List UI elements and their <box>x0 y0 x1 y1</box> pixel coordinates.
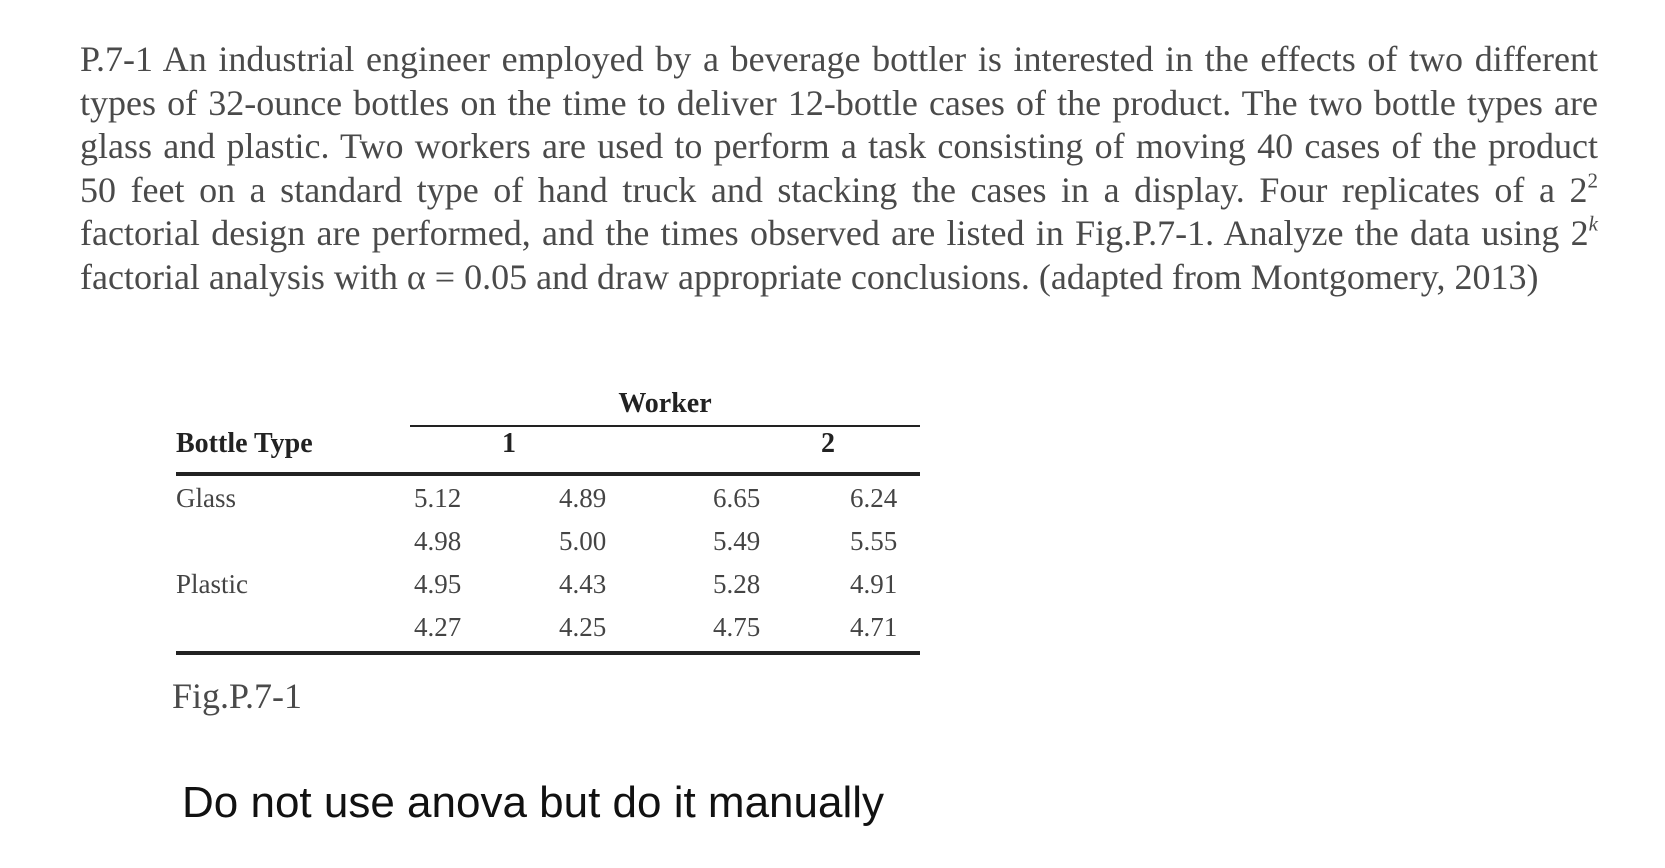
worker-header-rule <box>410 425 920 427</box>
table-cell: 4.71 <box>850 612 898 642</box>
row-label-glass: Glass <box>176 483 236 513</box>
table-cell: 4.27 <box>414 612 462 642</box>
problem-label: P.7-1 <box>80 39 154 79</box>
table-cell: 4.89 <box>559 483 607 513</box>
exponent-2: 2 <box>1587 167 1598 192</box>
table-cell: 4.95 <box>414 569 462 599</box>
problem-statement <box>80 38 1598 299</box>
worker-header: Worker <box>618 388 712 419</box>
row-label-plastic: Plastic <box>176 569 248 599</box>
problem-text-part-2: factorial design are performed, and the times observed are listed in Fig.P.7-1. Analyze the data using 2 <box>80 213 1589 253</box>
table-cell: 4.91 <box>850 569 898 599</box>
table-cell: 4.75 <box>713 612 761 642</box>
header-rule <box>176 472 920 476</box>
table-cell: 5.49 <box>713 526 761 556</box>
instruction-note: Do not use anova but do it manually <box>182 778 885 827</box>
table-cell: 6.65 <box>713 483 761 513</box>
table-cell: 5.12 <box>414 483 462 513</box>
problem-text-part-1: An industrial engineer employed by a beverage bottler is interested in the effects of two different types of 32-ounce bottles on the time to deliver 12-bottle cases of the product. The two bottle types are glass and plastic. Two workers are used to perform a task consisting of moving 40 cases of the product 50 feet on a standard type of hand truck and stacking the cases in a display. Four replicates of a 2 <box>80 39 1598 210</box>
table-cell: 5.00 <box>559 526 607 556</box>
table-cell: 4.98 <box>414 526 462 556</box>
worker-1-header: 1 <box>502 428 516 459</box>
exponent-k: k <box>1588 211 1598 236</box>
table-cell: 5.28 <box>713 569 761 599</box>
figure-caption: Fig.P.7-1 <box>172 676 303 716</box>
table-cell: 5.55 <box>850 526 898 556</box>
problem-text-part-3: factorial analysis with α = 0.05 and draw appropriate conclusions. (adapted from Montgomery, 2013) <box>80 256 1539 297</box>
table-cell: 4.43 <box>559 569 607 599</box>
bottle-type-header: Bottle Type <box>176 428 313 459</box>
table-cell: 6.24 <box>850 483 898 513</box>
table-bottom-rule <box>176 651 920 655</box>
table-cell: 4.25 <box>559 612 607 642</box>
worker-2-header: 2 <box>821 428 835 459</box>
